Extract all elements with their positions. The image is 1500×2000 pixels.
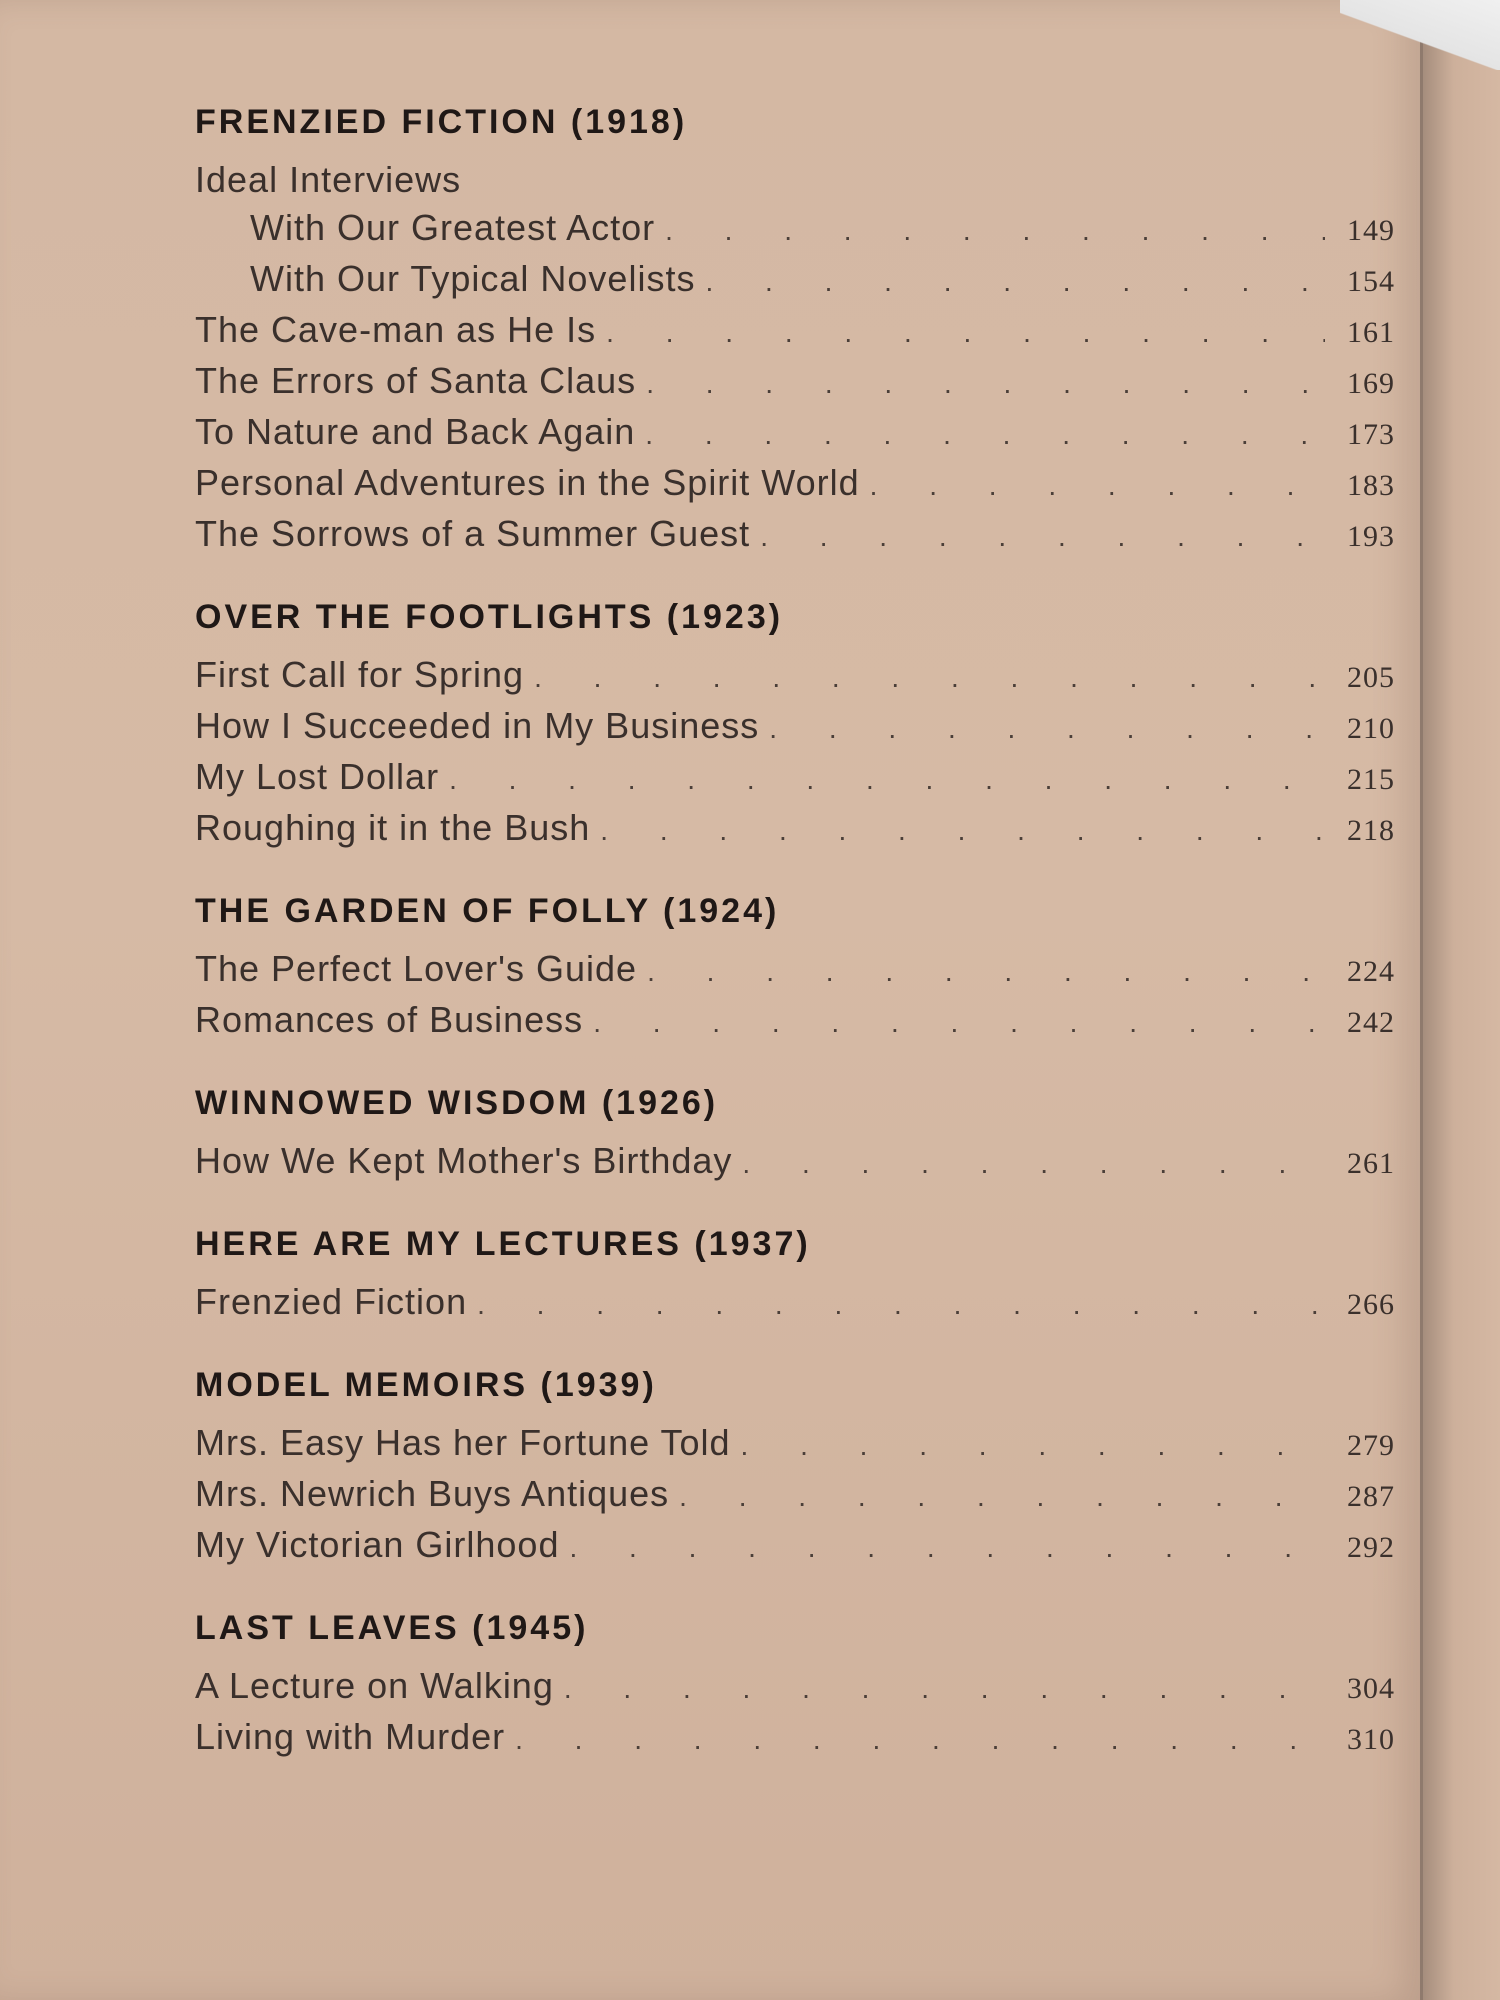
entry-title: With Our Greatest Actor: [250, 207, 656, 248]
section-title: WINNOWED WISDOM (1926): [195, 1084, 719, 1122]
toc-entry: [195, 204, 1395, 255]
dot-leader: [606, 309, 1325, 357]
entry-title: To Nature and Back Again: [195, 411, 636, 452]
section-title: MODEL MEMOIRS (1939): [195, 1366, 657, 1404]
toc-section-model-memoirs: [195, 1363, 1395, 1572]
entry-page: 218: [1347, 814, 1395, 847]
dot-leader: [870, 462, 1325, 510]
entry-title: Romances of Business: [195, 999, 584, 1040]
entry-title: The Perfect Lover's Guide: [195, 948, 638, 989]
entry-page: 169: [1347, 367, 1395, 400]
dot-leader: [534, 654, 1325, 702]
entry-title: Mrs. Newrich Buys Antiques: [195, 1473, 670, 1514]
toc-entry: [195, 1470, 1395, 1521]
section-title: FRENZIED FICTION (1918): [195, 103, 688, 141]
toc-entry: [195, 306, 1395, 357]
section-title: THE GARDEN OF FOLLY (1924): [195, 892, 780, 930]
entry-page: 210: [1347, 712, 1395, 745]
toc-section-over-the-footlights: [195, 595, 1395, 855]
dot-leader: [449, 756, 1325, 804]
section-title: OVER THE FOOTLIGHTS (1923): [195, 598, 784, 636]
entry-title: Living with Murder: [195, 1716, 506, 1757]
dot-leader: [600, 807, 1325, 855]
toc-section-here-are-my-lectures: [195, 1222, 1395, 1329]
toc-entry: [195, 1278, 1395, 1329]
toc-section-frenzied-fiction: [195, 100, 1395, 561]
entry-title: My Lost Dollar: [195, 756, 440, 797]
entry-title: The Errors of Santa Claus: [195, 360, 637, 401]
entry-page: 173: [1347, 418, 1395, 451]
toc-entry: [195, 255, 1395, 306]
toc-entry: [195, 1521, 1395, 1572]
entry-title: My Victorian Girlhood: [195, 1524, 560, 1565]
entry-page: 261: [1347, 1147, 1395, 1180]
entry-page: 149: [1347, 214, 1395, 247]
entry-page: 193: [1347, 520, 1395, 553]
next-page-edge: [1423, 0, 1500, 2000]
dot-leader: [769, 705, 1325, 753]
entry-title: Frenzied Fiction: [195, 1281, 468, 1322]
entry-title: Ideal Interviews: [195, 159, 462, 200]
toc-entry: [195, 156, 1395, 204]
toc-entry: [195, 459, 1395, 510]
toc-entry: [195, 702, 1395, 753]
entry-title: Mrs. Easy Has her Fortune Told: [195, 1422, 731, 1463]
toc-entry: [195, 945, 1395, 996]
toc-entry: [195, 804, 1395, 855]
dot-leader: [515, 1716, 1325, 1764]
dot-leader: [760, 513, 1325, 561]
dot-leader: [645, 411, 1325, 459]
toc-entry: [195, 753, 1395, 804]
section-title: HERE ARE MY LECTURES (1937): [195, 1225, 811, 1263]
entry-page: 304: [1347, 1672, 1395, 1705]
entry-page: 242: [1347, 1006, 1395, 1039]
toc-section-garden-of-folly: [195, 889, 1395, 1047]
toc-entry: [195, 1713, 1395, 1764]
entry-title: First Call for Spring: [195, 654, 525, 695]
background-corner: [1340, 0, 1500, 70]
entry-page: 310: [1347, 1723, 1395, 1756]
entry-page: 205: [1347, 661, 1395, 694]
entry-title: How We Kept Mother's Birthday: [195, 1140, 733, 1181]
entry-page: 266: [1347, 1288, 1395, 1321]
toc-entry: [195, 651, 1395, 702]
entry-title: A Lecture on Walking: [195, 1665, 554, 1706]
table-of-contents: [195, 100, 1395, 1798]
dot-leader: [741, 1422, 1325, 1470]
toc-entry: [195, 1662, 1395, 1713]
entry-title: Roughing it in the Bush: [195, 807, 591, 848]
entry-page: 287: [1347, 1480, 1395, 1513]
toc-section-winnowed-wisdom: [195, 1081, 1395, 1188]
toc-entry: [195, 510, 1395, 561]
section-title: LAST LEAVES (1945): [195, 1609, 589, 1647]
entry-title: Personal Adventures in the Spirit World: [195, 462, 860, 503]
entry-title: How I Succeeded in My Business: [195, 705, 760, 746]
entry-page: 292: [1347, 1531, 1395, 1564]
entry-page: 154: [1347, 265, 1395, 298]
entry-page: 161: [1347, 316, 1395, 349]
entry-page: 224: [1347, 955, 1395, 988]
entry-page: 183: [1347, 469, 1395, 502]
toc-entry: [195, 408, 1395, 459]
toc-entry: [195, 1419, 1395, 1470]
dot-leader: [705, 258, 1325, 306]
entry-page: 279: [1347, 1429, 1395, 1462]
dot-leader: [593, 999, 1325, 1047]
dot-leader: [564, 1665, 1325, 1713]
dot-leader: [477, 1281, 1325, 1329]
entry-title: The Cave-man as He Is: [195, 309, 597, 350]
toc-entry: [195, 357, 1395, 408]
dot-leader: [569, 1524, 1325, 1572]
toc-entry: [195, 996, 1395, 1047]
entry-page: 215: [1347, 763, 1395, 796]
toc-entry: [195, 1137, 1395, 1188]
toc-section-last-leaves: [195, 1606, 1395, 1764]
dot-leader: [679, 1473, 1325, 1521]
dot-leader: [647, 948, 1325, 996]
entry-title: With Our Typical Novelists: [250, 258, 696, 299]
dot-leader: [646, 360, 1325, 408]
dot-leader: [742, 1140, 1325, 1188]
dot-leader: [665, 207, 1325, 255]
entry-title: The Sorrows of a Summer Guest: [195, 513, 751, 554]
